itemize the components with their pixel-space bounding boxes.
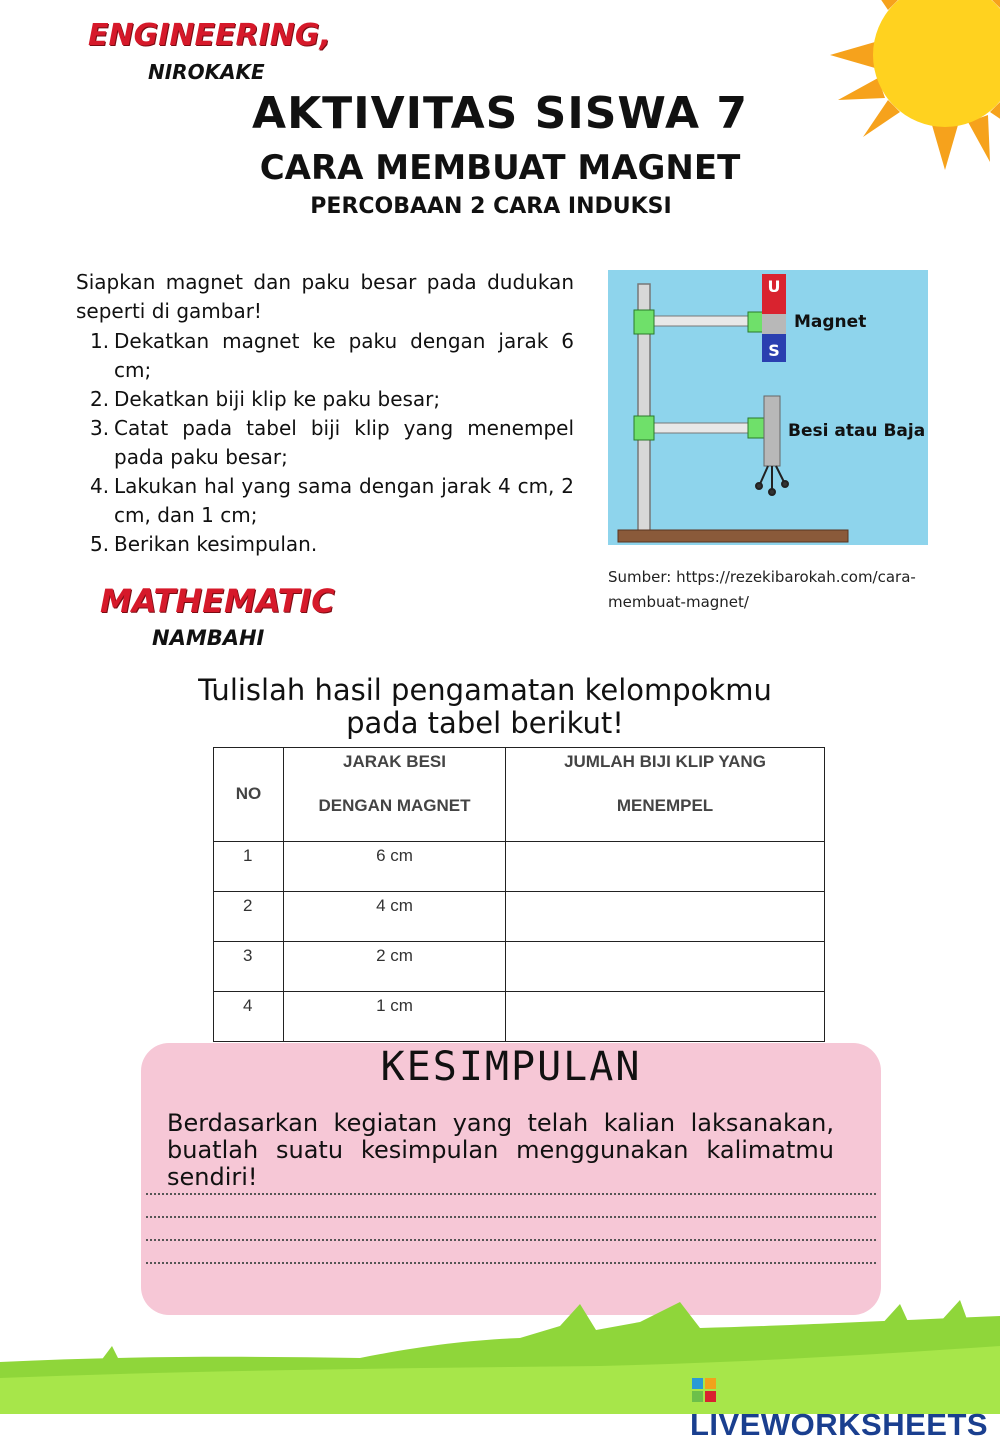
observation-table xyxy=(213,747,825,1042)
step-item: 3. Catat pada tabel biji klip yang menempel pada paku besar; xyxy=(90,416,574,469)
answer-line[interactable] xyxy=(146,1239,876,1241)
engineering-label: ENGINEERING, xyxy=(88,18,331,53)
table-row xyxy=(214,842,825,892)
row-jarak: 2 cm xyxy=(284,942,506,992)
row-jumlah-input[interactable] xyxy=(506,942,825,992)
row-no: 1 xyxy=(214,842,284,892)
table-header-row xyxy=(214,748,825,842)
page-title: AKTIVITAS SISWA 7 xyxy=(252,88,748,139)
table-row xyxy=(214,992,825,1042)
page-subtitle: CARA MEMBUAT MAGNET xyxy=(259,148,741,188)
magnet-label: Magnet xyxy=(794,312,867,332)
row-no: 3 xyxy=(214,942,284,992)
header-jarak: JARAK BESI DENGAN MAGNET xyxy=(284,748,506,842)
upper-clamp-left xyxy=(634,310,654,334)
iron-nail xyxy=(764,396,780,466)
step-item: 4. Lakukan hal yang sama dengan jarak 4 cm, 2 cm, dan 1 cm; xyxy=(90,474,574,527)
conclusion-instruction: Berdasarkan kegiatan yang telah kalian laksanakan, buatlah suatu kesimpulan menggunakan kalimatmu sendiri! xyxy=(167,1109,834,1191)
lower-arm xyxy=(648,423,758,433)
table-prompt: Tulislah hasil pengamatan kelompokmu pada tabel berikut! xyxy=(198,673,772,740)
row-no: 4 xyxy=(214,992,284,1042)
pole-u-label: U xyxy=(767,277,781,296)
nirokake-label: NIROKAKE xyxy=(148,60,265,84)
header-no: NO xyxy=(214,748,284,842)
besi-label: Besi atau Baja xyxy=(788,421,926,441)
step-item: 2. Dekatkan biji klip ke paku besar; xyxy=(90,387,441,411)
row-jarak: 4 cm xyxy=(284,892,506,942)
conclusion-title: KESIMPULAN xyxy=(380,1044,642,1090)
table-row xyxy=(214,892,825,942)
answer-line[interactable] xyxy=(146,1216,876,1218)
row-jumlah-input[interactable] xyxy=(506,842,825,892)
lower-clamp-left xyxy=(634,416,654,440)
mathematic-label: MATHEMATIC xyxy=(100,582,335,620)
sun-illustration xyxy=(830,0,1000,170)
nambahi-label: NAMBAHI xyxy=(152,626,265,650)
magnet-middle xyxy=(762,314,786,334)
answer-line[interactable] xyxy=(146,1193,876,1195)
step-item: 5. Berikan kesimpulan. xyxy=(90,532,318,556)
row-jumlah-input[interactable] xyxy=(506,892,825,942)
upper-arm xyxy=(648,316,758,326)
stand-base xyxy=(618,530,848,542)
header-jumlah: JUMLAH BIJI KLIP YANG MENEMPEL xyxy=(506,748,825,842)
experiment-title: PERCOBAAN 2 CARA INDUKSI xyxy=(310,194,672,219)
pole-s-label: S xyxy=(768,341,780,360)
liveworksheets-brand: LIVEWORKSHEETS xyxy=(690,1407,989,1442)
step-item: 1. Dekatkan magnet ke paku dengan jarak 6 cm; xyxy=(90,329,574,382)
table-row xyxy=(214,942,825,992)
instructions-intro: Siapkan magnet dan paku besar pada dudukan seperti di gambar! xyxy=(76,270,574,323)
figure-source: Sumber: https://rezekibarokah.com/cara-membuat-magnet/ xyxy=(608,568,916,611)
row-jarak: 6 cm xyxy=(284,842,506,892)
instructions-steps xyxy=(76,327,574,559)
row-jarak: 1 cm xyxy=(284,992,506,1042)
row-no: 2 xyxy=(214,892,284,942)
answer-line[interactable] xyxy=(146,1262,876,1264)
row-jumlah-input[interactable] xyxy=(506,992,825,1042)
magnet-experiment-figure xyxy=(608,270,928,545)
